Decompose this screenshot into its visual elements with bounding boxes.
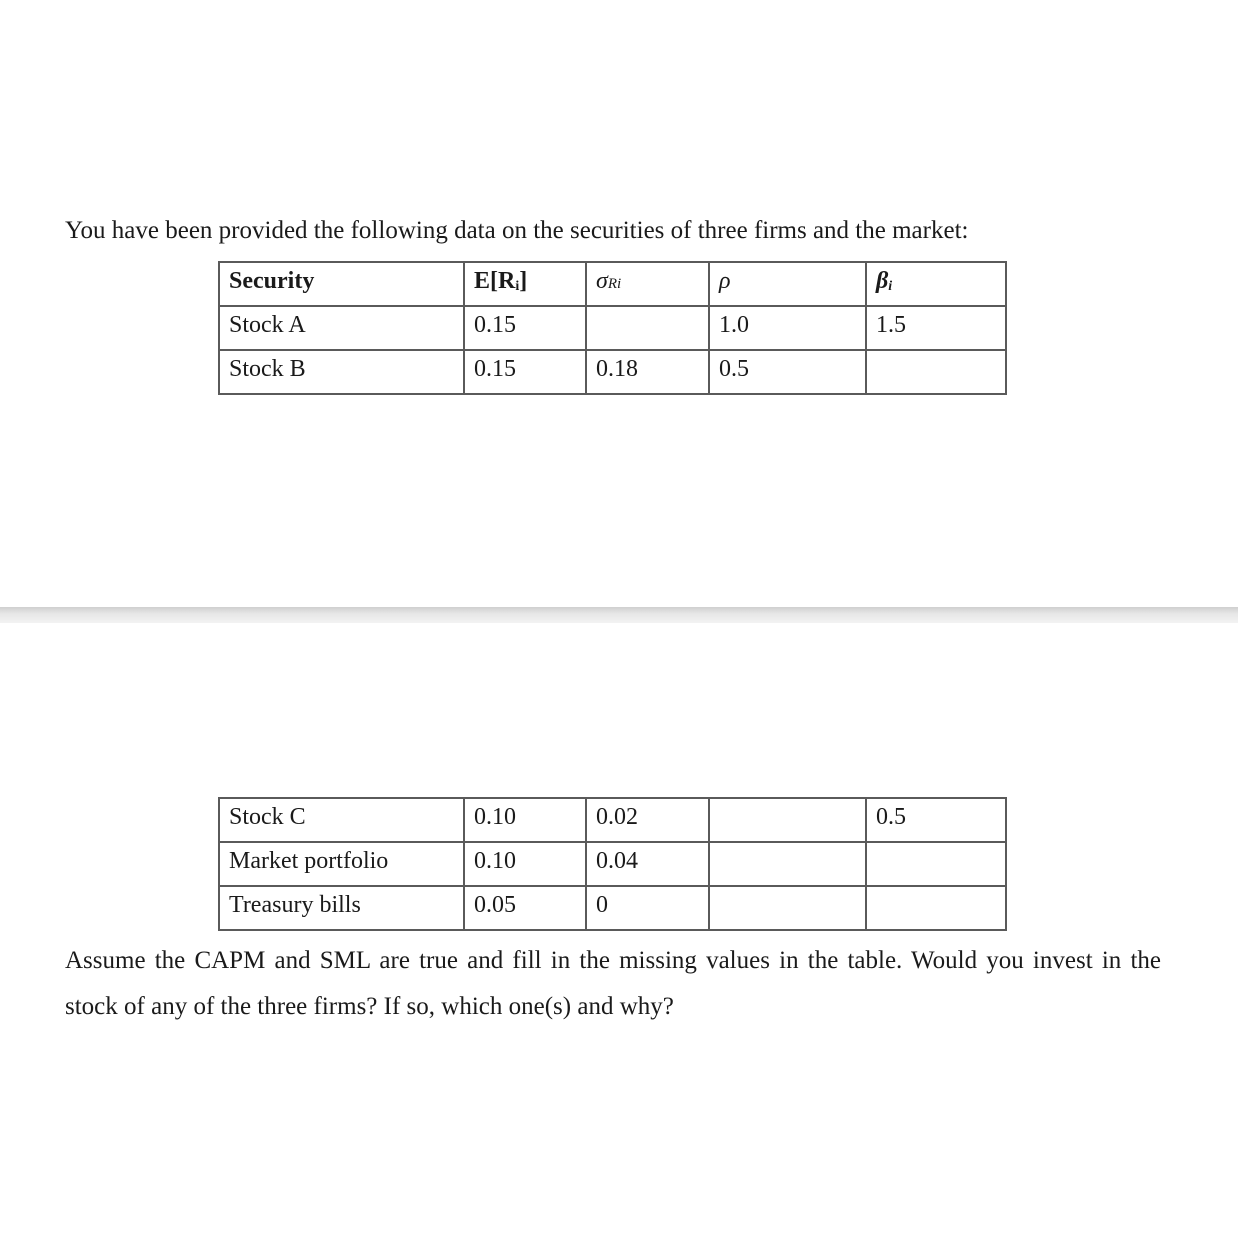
cell-security: Treasury bills <box>219 886 464 930</box>
cell-rho: 1.0 <box>709 306 866 350</box>
header-sigma: σRi <box>586 262 709 306</box>
table-row <box>219 886 1006 930</box>
cell-security: Stock A <box>219 306 464 350</box>
table-row <box>219 306 1006 350</box>
header-beta: βi <box>866 262 1006 306</box>
header-expected-return: E[Ri] <box>464 262 586 306</box>
cell-expected-return: 0.05 <box>464 886 586 930</box>
closing-question: Assume the CAPM and SML are true and fill in the missing values in the table. Would you invest in the stock of any of the three firms? If so, which one(s) and why? <box>65 947 1161 1020</box>
cell-sigma: 0.04 <box>586 842 709 886</box>
cell-rho <box>709 842 866 886</box>
cell-expected-return: 0.15 <box>464 306 586 350</box>
cell-beta <box>866 350 1006 394</box>
header-rho: ρ <box>709 262 866 306</box>
table-row <box>219 798 1006 842</box>
cell-security: Stock B <box>219 350 464 394</box>
cell-rho <box>709 886 866 930</box>
cell-sigma <box>586 306 709 350</box>
header-security: Security <box>219 262 464 306</box>
intro-text: You have been provided the following data on the securities of three firms and the market: <box>65 217 969 244</box>
cell-security: Stock C <box>219 798 464 842</box>
securities-table-bottom <box>218 797 1007 931</box>
cell-sigma: 0.18 <box>586 350 709 394</box>
page-divider <box>0 607 1238 623</box>
cell-rho: 0.5 <box>709 350 866 394</box>
cell-beta <box>866 886 1006 930</box>
cell-security: Market portfolio <box>219 842 464 886</box>
cell-sigma: 0.02 <box>586 798 709 842</box>
cell-rho <box>709 798 866 842</box>
cell-expected-return: 0.10 <box>464 798 586 842</box>
table-row <box>219 842 1006 886</box>
table-row <box>219 350 1006 394</box>
cell-expected-return: 0.10 <box>464 842 586 886</box>
cell-beta: 0.5 <box>866 798 1006 842</box>
cell-sigma: 0 <box>586 886 709 930</box>
cell-beta: 1.5 <box>866 306 1006 350</box>
cell-beta <box>866 842 1006 886</box>
cell-expected-return: 0.15 <box>464 350 586 394</box>
table-header-row <box>219 262 1006 306</box>
securities-table-top <box>218 261 1007 395</box>
